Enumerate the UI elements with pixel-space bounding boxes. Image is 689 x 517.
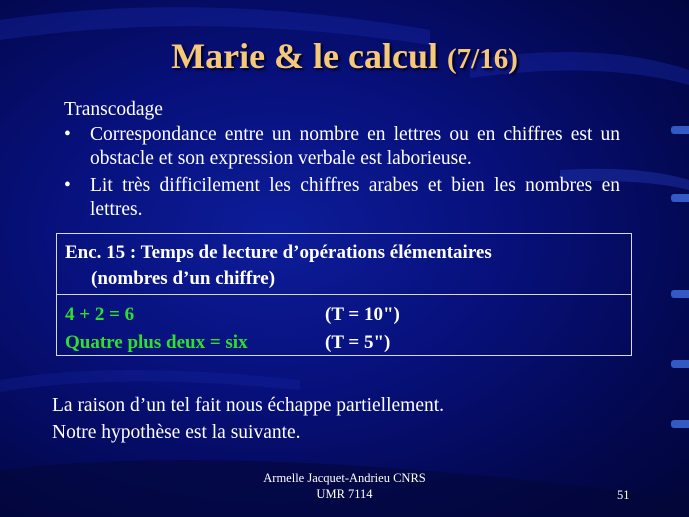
footer-author: Armelle Jacquet-Andrieu CNRS bbox=[263, 471, 426, 485]
page-number: 51 bbox=[617, 488, 630, 502]
conclusion-line: La raison d’un tel fait nous échappe partiellement. bbox=[52, 395, 445, 416]
example-row bbox=[65, 303, 400, 327]
example-time: (T = 5") bbox=[325, 332, 391, 353]
example-time: (T = 10") bbox=[325, 304, 400, 325]
example-equation: 4 + 2 = 6 bbox=[65, 304, 135, 325]
footer bbox=[0, 470, 689, 502]
example-equation: Quatre plus deux = six bbox=[65, 332, 248, 353]
bullet-icon: • bbox=[64, 175, 71, 196]
conclusion-text bbox=[52, 392, 444, 446]
box-heading-line1: Enc. 15 : Temps de lecture d’opérations élémentaires bbox=[65, 242, 492, 263]
example-row bbox=[65, 331, 390, 355]
box-heading-line2: (nombres d’un chiffre) bbox=[91, 268, 276, 289]
box-heading bbox=[65, 240, 625, 292]
bullet-text: Lit très difficilement les chiffres arabes et bien les nombres en lettres. bbox=[90, 175, 620, 220]
example-box bbox=[56, 233, 632, 356]
bullet-item bbox=[64, 123, 620, 171]
bullet-list bbox=[64, 123, 620, 225]
bullet-text: Correspondance entre un nombre en lettres ou en chiffres est un obstacle et son expression verbale est laborieuse. bbox=[90, 124, 620, 169]
section-heading: Transcodage bbox=[64, 99, 163, 120]
slide-title bbox=[0, 34, 689, 81]
bullet-icon: • bbox=[64, 124, 71, 145]
bullet-item bbox=[64, 174, 620, 222]
box-divider bbox=[57, 294, 631, 295]
title-subtitle: (7/16) bbox=[447, 43, 518, 75]
title-main: Marie & le calcul bbox=[171, 36, 438, 76]
footer-unit: UMR 7114 bbox=[316, 487, 373, 501]
conclusion-line: Notre hypothèse est la suivante. bbox=[52, 422, 301, 443]
